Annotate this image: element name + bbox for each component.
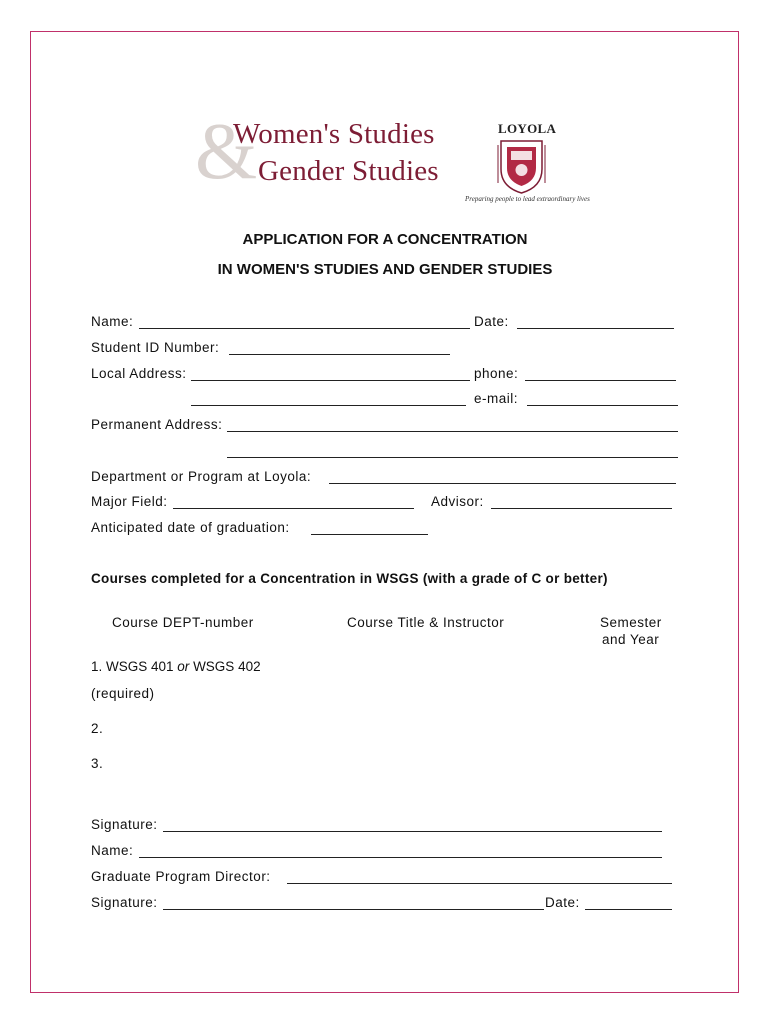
graduation-field[interactable] [311,534,428,535]
signature-label: Signature: [91,817,158,832]
course-item-1 [91,659,261,674]
director-date-field[interactable] [585,909,672,910]
wsgs-logo [195,108,590,208]
advisor-field[interactable] [491,508,672,509]
date-field[interactable] [517,328,674,329]
name-field[interactable] [139,328,470,329]
director-signature-field[interactable] [163,909,544,910]
logo-line-gender-studies: Gender Studies [258,155,439,187]
advisor-label: Advisor: [431,494,484,509]
logo-ampersand: & [195,108,258,196]
major-label: Major Field: [91,494,168,509]
director-signature-label: Signature: [91,895,158,910]
local-address-label: Local Address: [91,366,187,381]
local-address-field[interactable] [191,380,470,381]
col-header-dept: Course DEPT-number [112,615,254,630]
course-item-1-a: 1. WSGS 401 [91,659,178,674]
phone-field[interactable] [525,380,676,381]
signature-field[interactable] [163,831,662,832]
signoff-name-label: Name: [91,843,134,858]
course-item-2: 2. [91,721,104,736]
signoff-name-field[interactable] [139,857,662,858]
director-date-label: Date: [545,895,580,910]
col-header-year: and Year [602,632,660,647]
courses-heading: Courses completed for a Concentration in WSGS (with a grade of C or better) [91,571,608,586]
loyola-crest-icon [495,139,548,195]
permanent-address-line2-field[interactable] [227,457,678,458]
student-id-field[interactable] [229,354,450,355]
col-header-title: Course Title & Instructor [347,615,505,630]
local-address-line2-field[interactable] [191,405,466,406]
loyola-wordmark: LOYOLA [498,121,557,136]
course-item-1-or: or [177,659,190,674]
email-field[interactable] [527,405,678,406]
department-label: Department or Program at Loyola: [91,469,312,484]
form-title-line2: IN WOMEN'S STUDIES AND GENDER STUDIES [217,261,553,278]
major-field[interactable] [173,508,414,509]
course-item-1-b: WSGS 402 [189,659,261,674]
permanent-address-field[interactable] [227,431,678,432]
course-item-1-note: (required) [91,686,155,701]
loyola-tagline: Preparing people to lead extraordinary lives [465,195,590,203]
email-label: e-mail: [474,391,519,406]
col-header-semester: Semester [600,615,662,630]
form-title-line1: APPLICATION FOR A CONCENTRATION [242,231,528,248]
department-field[interactable] [329,483,676,484]
name-label: Name: [91,314,134,329]
director-field[interactable] [287,883,672,884]
student-id-label: Student ID Number: [91,340,220,355]
permanent-address-label: Permanent Address: [91,417,223,432]
graduation-label: Anticipated date of graduation: [91,520,290,535]
director-label: Graduate Program Director: [91,869,271,884]
logo-line-womens-studies: Women's Studies [233,118,435,150]
phone-label: phone: [474,366,519,381]
date-label: Date: [474,314,509,329]
course-item-3: 3. [91,756,104,771]
